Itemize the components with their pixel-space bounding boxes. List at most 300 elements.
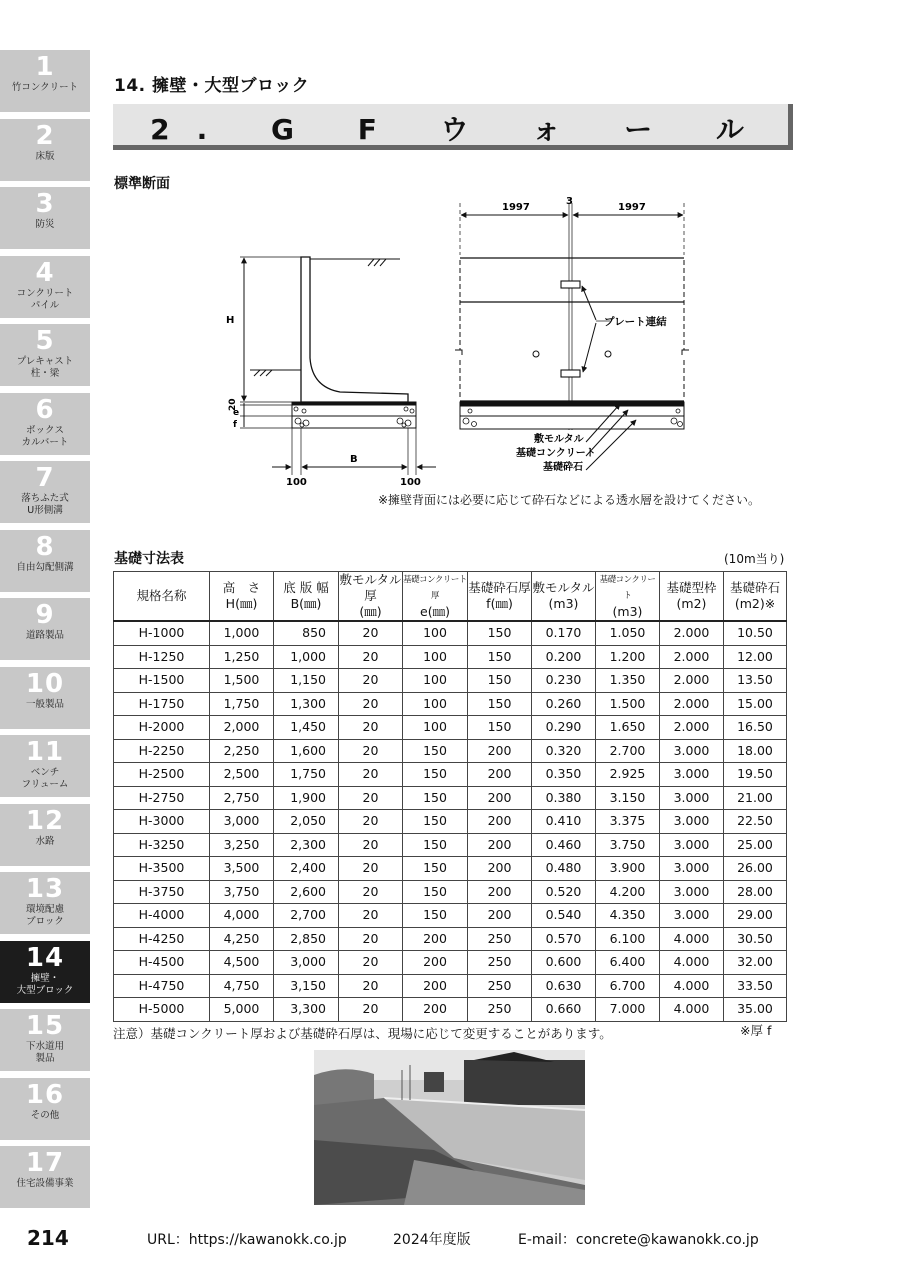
table-cell: 1,450 <box>274 716 339 740</box>
spec-name-cell: H-2750 <box>114 786 210 810</box>
table-cell: 0.600 <box>532 951 596 975</box>
table-cell: 22.50 <box>724 810 787 834</box>
table-cell: 1,150 <box>274 669 339 693</box>
header-line-2: f(㎜) <box>486 596 513 611</box>
table-cell: 0.630 <box>532 974 596 998</box>
sidebar-tab-14[interactable] <box>0 941 90 1003</box>
wall-section-view <box>240 257 436 475</box>
table-cell: 3,500 <box>210 857 274 881</box>
table-cell: 3,000 <box>210 810 274 834</box>
table-cell: 2,500 <box>210 763 274 787</box>
table-cell: 3.000 <box>660 763 724 787</box>
table-header-cell <box>339 572 403 622</box>
table-cell: 15.00 <box>724 692 787 716</box>
table-cell: 0.200 <box>532 645 596 669</box>
sidebar-tab-label: 落ちふた式 U形側溝 <box>21 493 69 516</box>
table-cell: 150 <box>403 833 468 857</box>
sidebar-tab-7[interactable] <box>0 461 90 523</box>
table-cell: 5,000 <box>210 998 274 1022</box>
table-cell: 1,000 <box>274 645 339 669</box>
table-cell: 18.00 <box>724 739 787 763</box>
sidebar-tab-number: 1 <box>35 52 55 82</box>
sidebar-tab-label: 擁壁・ 大型ブロック <box>16 972 74 996</box>
sidebar-tab-1[interactable] <box>0 50 90 112</box>
table-footnote: ※厚 f <box>740 1023 772 1038</box>
header-line-2: H(㎜) <box>225 596 258 611</box>
table-header-cell <box>403 572 468 622</box>
sidebar-tab-17[interactable] <box>0 1146 90 1208</box>
table-cell: 2.000 <box>660 669 724 693</box>
dim-label-100-right: 100 <box>400 477 421 488</box>
table-cell: 150 <box>468 716 532 740</box>
table-cell: 2.000 <box>660 716 724 740</box>
table-row <box>114 716 787 740</box>
spec-name-cell: H-2250 <box>114 739 210 763</box>
table-cell: 21.00 <box>724 786 787 810</box>
table-row <box>114 786 787 810</box>
table-cell: 30.50 <box>724 927 787 951</box>
footer-edition: 2024年度版 <box>393 1232 471 1248</box>
table-cell: 3,000 <box>274 951 339 975</box>
header-line-2: (m2) <box>676 596 707 611</box>
table-cell: 20 <box>339 669 403 693</box>
table-cell: 3.000 <box>660 810 724 834</box>
table-row <box>114 669 787 693</box>
sidebar-tab-5[interactable] <box>0 324 90 386</box>
sidebar-tab-number: 6 <box>35 394 55 425</box>
table-cell: 1.050 <box>596 621 660 645</box>
drawing-note: ※擁壁背面には必要に応じて砕石などによる透水層を設けてください。 <box>378 493 761 507</box>
header-line-1: 敷モルタル <box>532 580 595 595</box>
table-cell: 850 <box>274 621 339 645</box>
dim-label-3: 3 <box>566 196 573 207</box>
table-cell: 2.925 <box>596 763 660 787</box>
callout-plate-joint: プレート連結 <box>604 316 667 328</box>
table-cell: 0.460 <box>532 833 596 857</box>
table-cell: 4,750 <box>210 974 274 998</box>
sidebar-tab-9[interactable] <box>0 598 90 660</box>
table-cell: 150 <box>468 621 532 645</box>
header-line-1: 底 版 幅 <box>283 580 329 595</box>
dim-label-1997-right: 1997 <box>618 202 646 213</box>
table-cell: 200 <box>468 763 532 787</box>
table-cell: 150 <box>468 692 532 716</box>
dim-label-100-left: 100 <box>286 477 307 488</box>
section-title-cross-section: 標準断面 <box>114 176 170 192</box>
table-row <box>114 621 787 645</box>
table-cell: 1.500 <box>596 692 660 716</box>
table-cell: 0.230 <box>532 669 596 693</box>
table-cell: 150 <box>403 763 468 787</box>
spec-name-cell: H-2500 <box>114 763 210 787</box>
table-cell: 13.50 <box>724 669 787 693</box>
page-title: 2. G F ウ ォ ー ル <box>150 113 771 146</box>
table-cell: 250 <box>468 951 532 975</box>
spec-name-cell: H-3000 <box>114 810 210 834</box>
header-line-1: 基礎砕石厚 <box>468 580 531 595</box>
sidebar-tab-label: 下水道用 製品 <box>25 1041 64 1064</box>
table-cell: 3,300 <box>274 998 339 1022</box>
table-cell: 2.000 <box>660 645 724 669</box>
table-header-row <box>114 572 787 622</box>
sidebar-tab-15[interactable] <box>0 1009 90 1071</box>
installation-photo <box>314 1050 585 1205</box>
table-cell: 3,250 <box>210 833 274 857</box>
table-cell: 20 <box>339 645 403 669</box>
table-cell: 250 <box>468 998 532 1022</box>
sidebar-tab-number: 16 <box>25 1079 65 1110</box>
table-cell: 0.350 <box>532 763 596 787</box>
header-line-2: (㎜) <box>359 604 382 619</box>
spec-name-cell: H-1250 <box>114 645 210 669</box>
caution-note: 注意）基礎コンクリート厚および基礎砕石厚は、現場に応じて変更することがあります。 <box>113 1026 612 1041</box>
sidebar-tab-6[interactable] <box>0 393 90 455</box>
ground-hatch-front <box>254 370 272 376</box>
table-cell: 2,700 <box>274 904 339 928</box>
callout-foundation-gravel: 基礎砕石 <box>543 462 583 473</box>
sidebar-tab-3[interactable] <box>0 187 90 249</box>
table-cell: 2,750 <box>210 786 274 810</box>
table-cell: 150 <box>468 645 532 669</box>
table-row <box>114 763 787 787</box>
table-cell: 100 <box>403 645 468 669</box>
table-row <box>114 857 787 881</box>
table-cell: 150 <box>468 669 532 693</box>
sidebar-tab-number: 2 <box>35 120 55 151</box>
header-line-1: 基礎コンクリート厚 <box>403 575 467 601</box>
table-cell: 20 <box>339 833 403 857</box>
table-cell: 19.50 <box>724 763 787 787</box>
table-cell: 3.900 <box>596 857 660 881</box>
table-cell: 0.660 <box>532 998 596 1022</box>
callout-foundation-concrete: 基礎コンクリート <box>516 448 596 459</box>
sidebar-tab-label: 道路製品 <box>25 630 64 641</box>
table-cell: 4.000 <box>660 974 724 998</box>
table-cell: 3.000 <box>660 880 724 904</box>
dim-label-B: B <box>350 454 358 465</box>
sidebar-tab-label: 水路 <box>35 835 55 847</box>
table-cell: 20 <box>339 880 403 904</box>
table-cell: 6.400 <box>596 951 660 975</box>
table-cell: 20 <box>339 621 403 645</box>
table-cell: 0.520 <box>532 880 596 904</box>
table-cell: 1,500 <box>210 669 274 693</box>
table-cell: 2.000 <box>660 692 724 716</box>
table-cell: 2,850 <box>274 927 339 951</box>
table-cell: 20 <box>339 951 403 975</box>
spec-name-cell: H-4250 <box>114 927 210 951</box>
table-cell: 4.350 <box>596 904 660 928</box>
table-cell: 20 <box>339 974 403 998</box>
table-cell: 20 <box>339 763 403 787</box>
table-cell: 200 <box>468 880 532 904</box>
table-cell: 0.380 <box>532 786 596 810</box>
sidebar-tab-number: 10 <box>25 668 65 699</box>
sidebar-tab-number: 7 <box>35 463 55 493</box>
sidebar-tab-label: ベンチ フリューム <box>21 767 69 790</box>
spec-name-cell: H-3250 <box>114 833 210 857</box>
table-cell: 10.50 <box>724 621 787 645</box>
spec-name-cell: H-4750 <box>114 974 210 998</box>
table-cell: 20 <box>339 716 403 740</box>
table-cell: 100 <box>403 692 468 716</box>
page-number: 214 <box>27 1226 69 1250</box>
sidebar-tab-number: 14 <box>25 942 65 973</box>
foundation-dimension-table <box>113 571 787 1022</box>
spec-name-cell: H-4500 <box>114 951 210 975</box>
header-line-1: 高 さ <box>222 580 261 595</box>
table-cell: 0.540 <box>532 904 596 928</box>
table-cell: 1,900 <box>274 786 339 810</box>
table-row <box>114 998 787 1022</box>
table-cell: 2,050 <box>274 810 339 834</box>
table-cell: 20 <box>339 786 403 810</box>
table-cell: 0.290 <box>532 716 596 740</box>
callout-mortar: 敷モルタル <box>534 434 584 445</box>
sidebar-tab-label: 竹コンクリート <box>11 82 79 93</box>
sidebar-tab-number: 12 <box>25 805 65 836</box>
table-cell: 29.00 <box>724 904 787 928</box>
sidebar-tab-12[interactable] <box>0 804 90 866</box>
dim-label-20: 20 <box>228 398 238 411</box>
table-row <box>114 833 787 857</box>
table-cell: 20 <box>339 810 403 834</box>
table-cell: 0.260 <box>532 692 596 716</box>
table-cell: 2,300 <box>274 833 339 857</box>
sidebar-tab-label: プレキャスト 柱・梁 <box>16 356 74 379</box>
table-cell: 26.00 <box>724 857 787 881</box>
unit-note: (10m当り) <box>724 552 785 566</box>
table-cell: 4.000 <box>660 927 724 951</box>
table-row <box>114 739 787 763</box>
table-cell: 6.700 <box>596 974 660 998</box>
table-header-cell <box>532 572 596 622</box>
table-cell: 20 <box>339 998 403 1022</box>
sidebar-tab-number: 3 <box>35 189 55 219</box>
table-cell: 3.000 <box>660 786 724 810</box>
table-cell: 150 <box>403 904 468 928</box>
table-cell: 200 <box>403 927 468 951</box>
spec-name-cell: H-4000 <box>114 904 210 928</box>
table-cell: 150 <box>403 739 468 763</box>
header-line-1: 基礎コンクリート <box>599 575 656 601</box>
table-header-cell <box>114 572 210 622</box>
table-cell: 100 <box>403 669 468 693</box>
table-cell: 1.200 <box>596 645 660 669</box>
table-cell: 16.50 <box>724 716 787 740</box>
table-cell: 1,250 <box>210 645 274 669</box>
table-cell: 0.170 <box>532 621 596 645</box>
sidebar-tab-label: ボックス カルバート <box>21 424 69 448</box>
table-cell: 4,250 <box>210 927 274 951</box>
sidebar-tab-number: 5 <box>35 326 55 356</box>
table-cell: 3.750 <box>596 833 660 857</box>
table-cell: 4.200 <box>596 880 660 904</box>
header-line-2: (m3) <box>612 604 643 619</box>
header-line-2: e(㎜) <box>420 604 450 619</box>
table-cell: 250 <box>468 974 532 998</box>
spec-name-cell: H-2000 <box>114 716 210 740</box>
dim-label-1997-left: 1997 <box>502 202 530 213</box>
table-cell: 3,750 <box>210 880 274 904</box>
footer-url[interactable]: URL：https://kawanokk.co.jp <box>147 1232 347 1248</box>
spec-name-cell: H-3500 <box>114 857 210 881</box>
table-row <box>114 974 787 998</box>
table-cell: 200 <box>403 951 468 975</box>
table-row <box>114 951 787 975</box>
header-line-2: B(㎜) <box>290 596 322 611</box>
table-cell: 3.000 <box>660 904 724 928</box>
footer-email[interactable]: E-mail：concrete@kawanokk.co.jp <box>518 1232 759 1248</box>
header-line-1: 基礎型枠 <box>666 580 717 595</box>
spec-name-cell: H-1500 <box>114 669 210 693</box>
sidebar-tab-label: その他 <box>30 1109 60 1121</box>
table-cell: 28.00 <box>724 880 787 904</box>
table-cell: 1.350 <box>596 669 660 693</box>
table-cell: 4,000 <box>210 904 274 928</box>
table-cell: 100 <box>403 716 468 740</box>
sidebar-tab-label: 住宅設備事業 <box>16 1178 74 1189</box>
table-cell: 150 <box>403 810 468 834</box>
header-line-2: (m3) <box>548 596 579 611</box>
sidebar-tab-label: 環境配慮 ブロック <box>25 904 64 927</box>
sidebar-tab-4[interactable] <box>0 256 90 318</box>
table-cell: 2,600 <box>274 880 339 904</box>
sidebar-tab-8[interactable] <box>0 530 90 592</box>
sidebar-tab-number: 15 <box>25 1011 65 1041</box>
spec-name-cell: H-1000 <box>114 621 210 645</box>
table-cell: 4,500 <box>210 951 274 975</box>
table-row <box>114 810 787 834</box>
table-cell: 0.480 <box>532 857 596 881</box>
sidebar-tab-label: 自由勾配側溝 <box>16 561 74 573</box>
table-header-cell <box>274 572 339 622</box>
table-header-cell <box>210 572 274 622</box>
table-cell: 4.000 <box>660 951 724 975</box>
sidebar-tab-11[interactable] <box>0 735 90 797</box>
table-cell: 20 <box>339 692 403 716</box>
table-cell: 35.00 <box>724 998 787 1022</box>
table-cell: 6.100 <box>596 927 660 951</box>
table-cell: 20 <box>339 904 403 928</box>
wall-front-view <box>455 203 689 470</box>
table-cell: 20 <box>339 927 403 951</box>
table-cell: 1,300 <box>274 692 339 716</box>
chapter-heading: 14. 擁壁・大型ブロック <box>114 76 310 96</box>
table-cell: 100 <box>403 621 468 645</box>
ground-hatch-top <box>368 259 386 266</box>
sidebar-tab-number: 9 <box>35 600 55 630</box>
table-cell: 200 <box>468 857 532 881</box>
table-cell: 200 <box>468 833 532 857</box>
table-cell: 1.650 <box>596 716 660 740</box>
sidebar-tab-2[interactable] <box>0 119 90 181</box>
sidebar-tab-13[interactable] <box>0 872 90 934</box>
table-cell: 3.150 <box>596 786 660 810</box>
sidebar-tab-number: 17 <box>25 1148 65 1178</box>
table-cell: 200 <box>403 974 468 998</box>
sidebar-tab-label: 床版 <box>35 150 55 162</box>
table-row <box>114 692 787 716</box>
table-header-cell <box>724 572 787 622</box>
table-cell: 150 <box>403 786 468 810</box>
title-banner <box>113 104 793 150</box>
table-cell: 12.00 <box>724 645 787 669</box>
table-cell: 0.410 <box>532 810 596 834</box>
spec-name-cell: H-3750 <box>114 880 210 904</box>
table-cell: 0.570 <box>532 927 596 951</box>
sidebar-tab-16[interactable] <box>0 1078 90 1140</box>
table-cell: 150 <box>403 857 468 881</box>
table-cell: 3.000 <box>660 833 724 857</box>
sidebar-tab-label: コンクリート パイル <box>16 287 74 311</box>
sidebar-tab-label: 一般製品 <box>25 698 64 710</box>
table-row <box>114 645 787 669</box>
table-cell: 200 <box>468 739 532 763</box>
table-cell: 20 <box>339 739 403 763</box>
table-header-cell <box>660 572 724 622</box>
table-cell: 150 <box>403 880 468 904</box>
table-cell: 4.000 <box>660 998 724 1022</box>
table-cell: 200 <box>403 998 468 1022</box>
table-cell: 3.375 <box>596 810 660 834</box>
sidebar-tab-number: 13 <box>25 874 65 904</box>
table-cell: 1,750 <box>210 692 274 716</box>
table-cell: 3.000 <box>660 739 724 763</box>
sidebar-tab-number: 4 <box>35 257 55 288</box>
table-cell: 2,250 <box>210 739 274 763</box>
table-cell: 1,000 <box>210 621 274 645</box>
table-cell: 2.000 <box>660 621 724 645</box>
table-cell: 1,750 <box>274 763 339 787</box>
table-row <box>114 904 787 928</box>
table-cell: 200 <box>468 904 532 928</box>
table-row <box>114 927 787 951</box>
table-cell: 7.000 <box>596 998 660 1022</box>
header-line-2: (m2)※ <box>734 596 776 611</box>
table-cell: 33.50 <box>724 974 787 998</box>
table-header-cell <box>468 572 532 622</box>
sidebar-tab-10[interactable] <box>0 667 90 729</box>
table-cell: 3.000 <box>660 857 724 881</box>
table-cell: 2.700 <box>596 739 660 763</box>
cross-section-drawing <box>200 190 800 490</box>
table-cell: 2,400 <box>274 857 339 881</box>
section-title-dimension-table: 基礎寸法表 <box>114 551 184 567</box>
sidebar-tab-number: 11 <box>25 737 65 767</box>
dim-label-e: e <box>233 408 240 418</box>
table-cell: 32.00 <box>724 951 787 975</box>
table-cell: 25.00 <box>724 833 787 857</box>
header-line-1: 規格名称 <box>136 588 187 603</box>
table-cell: 2,000 <box>210 716 274 740</box>
table-cell: 200 <box>468 810 532 834</box>
table-header-cell <box>596 572 660 622</box>
spec-name-cell: H-5000 <box>114 998 210 1022</box>
table-cell: 20 <box>339 857 403 881</box>
spec-name-cell: H-1750 <box>114 692 210 716</box>
dim-label-H: H <box>226 315 235 326</box>
header-line-1: 敷モルタル厚 <box>339 572 402 603</box>
table-cell: 0.320 <box>532 739 596 763</box>
table-cell: 1,600 <box>274 739 339 763</box>
sidebar-tab-label: 防災 <box>35 219 55 230</box>
header-line-1: 基礎砕石 <box>729 580 780 595</box>
dim-label-f: f <box>233 420 237 430</box>
table-cell: 3,150 <box>274 974 339 998</box>
sidebar-tab-number: 8 <box>35 531 55 562</box>
table-cell: 200 <box>468 786 532 810</box>
